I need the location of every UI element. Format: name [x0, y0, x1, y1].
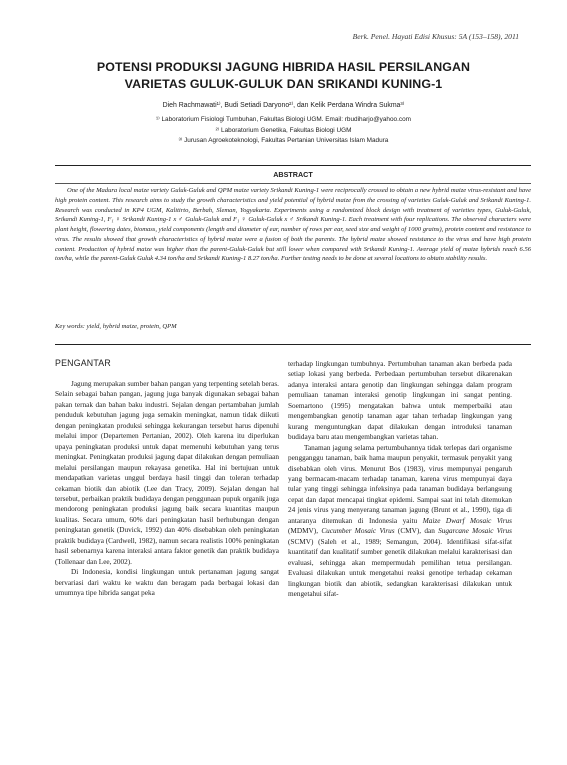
title-line-2: VARIETAS GULUK-GULUK DAN SRIKANDI KUNING-1	[124, 77, 443, 91]
affiliation-2: ²⁾ Laboratorium Genetika, Fakultas Biologi UGM	[215, 126, 352, 134]
title-line-1: POTENSI PRODUKSI JAGUNG HIBRIDA HASIL PERSILANGAN	[96, 60, 471, 74]
virus-name: Cucumber Mosaic Virus	[321, 527, 395, 536]
paragraph-text: (SCMV) (Saleh et al., 1989; Semangun, 2004). Identifikasi sifat-sifat kuantitatif dan kualitatif sumber genetik dilakukan melalui karakterisasi dan evaluasi, sehingga akan mempermudah pemilihan tetua persilangan. Evaluasi dilakukan untuk mengetahui reaksi genotipe terhadap cekaman lingkungan biotik dan abiotik, sedangkan karakterisasi dilakukan untuk mengetahui sifat-	[288, 537, 512, 598]
body-paragraph: terhadap lingkungan tumbuhnya. Pertumbuhan tanaman akan berbeda pada setiap lokasi yang berbeda. Perbedaan pertumbuhan tersebut dikarenakan adanya interaksi antara genotip dan lingkungan sehingga dalam program pemuliaan tanaman interaksi genotip lingkungan ini sangat penting. Soemartono (1995) mengatakan bahwa untuk memperbaiki atau mengembangkan genotip tanaman agar tahan terhadap lingkungan yang kurang menguntungkan dapat dilakukan dengan introduksi tanaman budidaya baru atau mengembangkan varietas tahan.	[288, 360, 512, 442]
author-list: Dieh Rachmawati¹⁾, Budi Setiadi Daryono²⁾, dan Kelik Perdana Windra Sukma³⁾	[162, 102, 405, 109]
paragraph-text: (CMV), dan	[394, 527, 439, 536]
virus-name: Sugarcane Mosaic Virus	[438, 527, 512, 536]
abstract-heading: ABSTRACT	[273, 170, 313, 179]
paragraph-text: Tanaman jagung selama pertumbuhannya tidak terlepas dari organisme pengganggu tanaman, baik hama maupun penyakit, termasuk penyakit yang disebabkan oleh virus. Menurut Bos (1983), virus mempunyai pengaruh yang bermacam-macam terhadap tanaman, karena virus mempunyai daya tular yang tinggi sehingga infeksinya pada tanaman budidaya berlangsung cepat dan dapat mencapai tingkat epidemi. Sampai saat ini telah ditemukan 24 jenis virus yang menyerang tanaman jagung (Brunt et al., 1990), tiga di antaranya ditemukan di Indonesia yaitu	[288, 443, 512, 525]
affiliations	[40, 115, 527, 147]
body-paragraph: Di Indonesia, kondisi lingkungan untuk pertanaman jagung sangat bervariasi dari waktu ke waktu dan beragam pada berbagai lokasi dan umumnya tipe hibrida sangat peka	[55, 568, 279, 598]
virus-name: Maize Dwarf Mosaic Virus	[422, 516, 512, 525]
body-paragraph	[288, 443, 512, 600]
right-column	[288, 359, 512, 599]
affiliation-3: ³⁾ Jurusan Agroekoteknologi, Fakultas Pertanian Universitas Islam Madura	[178, 137, 389, 145]
section-title: PENGANTAR	[55, 358, 111, 368]
running-head: Berk. Penel. Hayati Edisi Khusus: 5A (153–158), 2011	[352, 32, 519, 41]
keywords: Key words: yield, hybrid maize, protein, QPM	[55, 323, 177, 330]
body-paragraph: Jagung merupakan sumber bahan pangan yang terpenting setelah beras. Selain sebagai bahan pangan, jagung juga banyak digunakan sebagai bahan pakan ternak dan bahan baku industri. Sejalan dengan pertambahan jumlah penduduk kebutuhan jagung juga semakin meningkat, namun tidak diikuti dengan peningkatan produksi sehingga kekurangan tersebut harus dipenuhi melalui impor (Departemen Pertanian, 2002). Oleh karena itu diperlukan upaya peningkatan produksi untuk dapat memenuhi kebutuhan yang terus meningkat. Peningkatan produksi jagung dapat dilakukan dengan pemuliaan melalui persilangan maupun rekayasa genetika. Hal ini bertujuan untuk mendapatkan varietas unggul berdaya hasil tinggi dan toleran terhadap cekaman biotik dan abiotik (Lee dan Tracy, 2009). Sejalan dengan hal tersebut, perbaikan praktik budidaya dengan penggunaan pupuk organik juga mendorong peningkatan produksi jagung baik secara kuantitas maupun kualitas. Secara umum, 60% dari peningkatan hasil berhubungan dengan peningkatan genetik (Duvick, 1992) dan 40% disebabkan oleh peningkatan praktik budidaya (Cardwell, 1982), namun secara realistis 100% peningkatan hasil sebenarnya karena interaksi antara faktor genetik dan praktik budidaya (Tollenaar dan Lee, 2002).	[55, 380, 279, 566]
paper-title	[40, 59, 527, 93]
affiliation-1: ¹⁾ Laboratorium Fisiologi Tumbuhan, Fakultas Biologi UGM. Email: rbudiharjo@yahoo.com	[156, 116, 411, 123]
abstract-top-rule	[55, 165, 531, 166]
abstract-heading-rule	[55, 183, 531, 184]
paragraph-text: (MDMV),	[288, 527, 322, 536]
abstract-bottom-rule	[55, 344, 531, 345]
abstract-body: One of the Madura local maize variety Guluk-Guluk and QPM maize variety Srikandi Kuning-1 were reciprocally crossed to obtain a new hybrid maize virus-resistant and have high protein content. This research aims to study the growth characteristics and yield potential of hybrid maize from the crossing of varieties Guluk-Guluk and Srikandi Kuning-1. Research was conducted in KP4 UGM, Kalitirto, Berbah, Sleman, Yogyakarta. Experiments using a randomized block design with treatment of varieties types, Guluk-Guluk, Srikandi Kuning-1, F₁ ♀ Srikandi Kuning-1 x ♂ Guluk-Guluk and F₁ ♀ Guluk-Guluk x ♂ Srikandi Kuning-1. Each treatment with four replications. The observed characters were plant height, flowering dates, biomass, yield components (length and diameter of ear, number of rows per ear, seed size and weight of 1000 grains), protein content and resistance to virus. The results showed that growth characteristics of hybrid maize were a fusion of both the parents. The hybrid maize showed resistance to the virus and have high protein content. Production of hybrid maize was higher than the parent-Guluk-Guluk but still lower when compared with Srikandi Kuning-1. Average yield of maize hybrids reach 6.56 ton/ha, while the parent-Guluk Guluk 4.34 ton/ha and Srikandi Kuning-1 8.27 ton/ha. Further testing needs to be done at several locations to obtain stability results.	[55, 187, 531, 263]
left-column	[55, 379, 279, 599]
